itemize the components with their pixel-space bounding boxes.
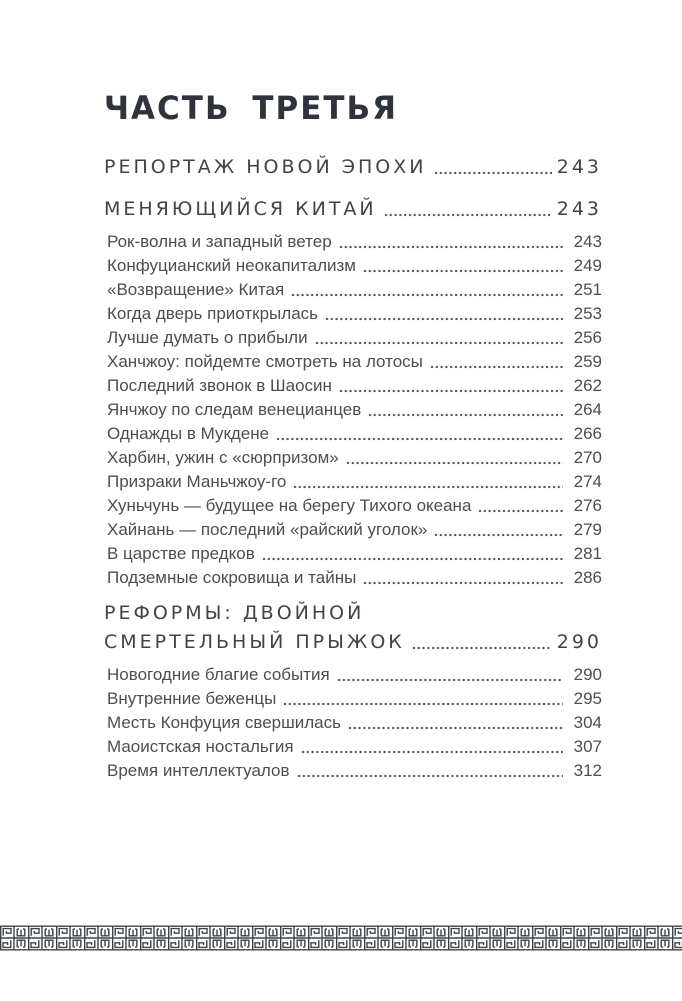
toc-entry-label: В царстве предков (107, 544, 255, 563)
toc-heading (104, 194, 602, 220)
toc-entry-label: Последний звонок в Шаосин (107, 376, 332, 395)
dot-leader (363, 269, 563, 273)
dot-leader (315, 341, 563, 345)
dot-leader (478, 509, 563, 513)
dot-leader (434, 533, 563, 537)
toc-heading-page: 243 (556, 198, 602, 220)
dot-leader (283, 702, 563, 706)
toc-entry (107, 228, 602, 252)
toc-entry-page: 279 (573, 520, 602, 539)
toc-entry (107, 516, 602, 540)
toc-entry-label: Конфуцианский неокапитализм (107, 256, 356, 275)
toc-entry-page: 307 (573, 737, 602, 756)
toc-entry-label: Призраки Маньчжоу-го (107, 472, 287, 491)
toc-entry (107, 444, 602, 468)
dot-leader (301, 750, 563, 754)
dot-leader (434, 171, 552, 175)
toc-entry-label: Внутренние беженцы (107, 689, 277, 708)
toc-entry-page: 253 (573, 304, 602, 323)
toc-entry (107, 685, 602, 709)
dot-leader (430, 365, 563, 369)
toc-entry-page: 290 (573, 665, 602, 684)
toc-heading-line2 (104, 627, 602, 653)
toc-entry (107, 564, 602, 588)
toc-heading-label: СМЕРТЕЛЬНЫЙ ПРЫЖОК (104, 631, 405, 653)
dot-leader (384, 213, 552, 217)
toc-entry-label: Лучше думать о прибыли (107, 328, 308, 347)
toc-entry (107, 396, 602, 420)
toc-entry (107, 757, 602, 781)
toc-entry-page: 286 (573, 568, 602, 587)
toc-entry-label: Хайнань — последний «райский уголок» (107, 520, 428, 539)
toc-entry-page: 249 (573, 256, 602, 275)
toc-entry-label: Рок-волна и западный ветер (107, 232, 332, 251)
toc-entry-label: Подземные сокровища и тайны (107, 568, 357, 587)
toc-entry-label: Хуньчунь — будущее на берегу Тихого океана (107, 496, 472, 515)
dot-leader (339, 389, 563, 393)
toc-entry (107, 492, 602, 516)
toc-entry-label: «Возвращение» Китая (107, 280, 285, 299)
toc-entry-label: Харбин, ужин с «сюрпризом» (107, 448, 339, 467)
toc-entry (107, 276, 602, 300)
toc-entry (107, 372, 602, 396)
dot-leader (412, 646, 552, 650)
dot-leader (363, 581, 563, 585)
toc-entry-label: Когда дверь приоткрылась (107, 304, 319, 323)
toc-entry-page: 243 (573, 232, 602, 251)
toc-entry-label: Новогодние благие события (107, 665, 330, 684)
toc-entry-label: Маоистская ностальгия (107, 737, 294, 756)
dot-leader (293, 485, 563, 489)
dot-leader (348, 726, 563, 730)
toc-heading-line1: РЕФОРМЫ: ДВОЙНОЙ (104, 602, 365, 624)
dot-leader (368, 413, 563, 417)
dot-leader (297, 774, 564, 778)
toc-entry-page: 274 (573, 472, 602, 491)
toc-entry-page: 262 (573, 376, 602, 395)
dot-leader (262, 557, 563, 561)
toc-entry-page: 276 (573, 496, 602, 515)
toc-entry (107, 661, 602, 685)
toc-entry-page: 270 (573, 448, 602, 467)
toc-entry-page: 295 (573, 689, 602, 708)
toc-entry-page: 256 (573, 328, 602, 347)
toc-entry-page: 312 (573, 761, 602, 780)
toc-entry-page: 264 (573, 400, 602, 419)
toc-entry-page: 281 (573, 544, 602, 563)
toc-entry (107, 709, 602, 733)
dot-leader (337, 678, 563, 682)
toc-heading-page: 290 (556, 631, 602, 653)
toc-entry (107, 420, 602, 444)
toc-entry-page: 266 (573, 424, 602, 443)
toc-entry (107, 252, 602, 276)
fret-pattern-svg (0, 925, 682, 951)
dot-leader (325, 317, 563, 321)
toc-entry-label: Однажды в Мукдене (107, 424, 270, 443)
toc-entry-label: Янчжоу по следам венецианцев (107, 400, 362, 419)
toc-entry (107, 348, 602, 372)
toc-entry (107, 300, 602, 324)
toc-entry-page: 304 (573, 713, 602, 732)
chinese-fret-border (0, 925, 682, 951)
part-title: ЧАСТЬ ТРЕТЬЯ (104, 90, 399, 128)
dot-leader (346, 461, 563, 465)
toc-entry-label: Ханчжоу: пойдемте смотреть на лотосы (107, 352, 423, 371)
toc-entry-label: Время интеллектуалов (107, 761, 290, 780)
toc-heading-page: 243 (556, 156, 602, 178)
toc-heading-two-line (104, 600, 602, 653)
toc-page (104, 90, 602, 781)
toc-entry (107, 324, 602, 348)
toc-entry-page: 251 (573, 280, 602, 299)
toc-entry (107, 540, 602, 564)
toc-entry-label: Месть Конфуция свершилась (107, 713, 341, 732)
dot-leader (291, 293, 563, 297)
dot-leader (339, 245, 563, 249)
toc-heading-label: РЕПОРТАЖ НОВОЙ ЭПОХИ (104, 156, 427, 178)
toc-entry (107, 468, 602, 492)
toc-entry-page: 259 (573, 352, 602, 371)
dot-leader (276, 437, 563, 441)
toc-entry (107, 733, 602, 757)
toc-heading-label: МЕНЯЮЩИЙСЯ КИТАЙ (104, 198, 377, 220)
toc-heading (104, 152, 602, 178)
